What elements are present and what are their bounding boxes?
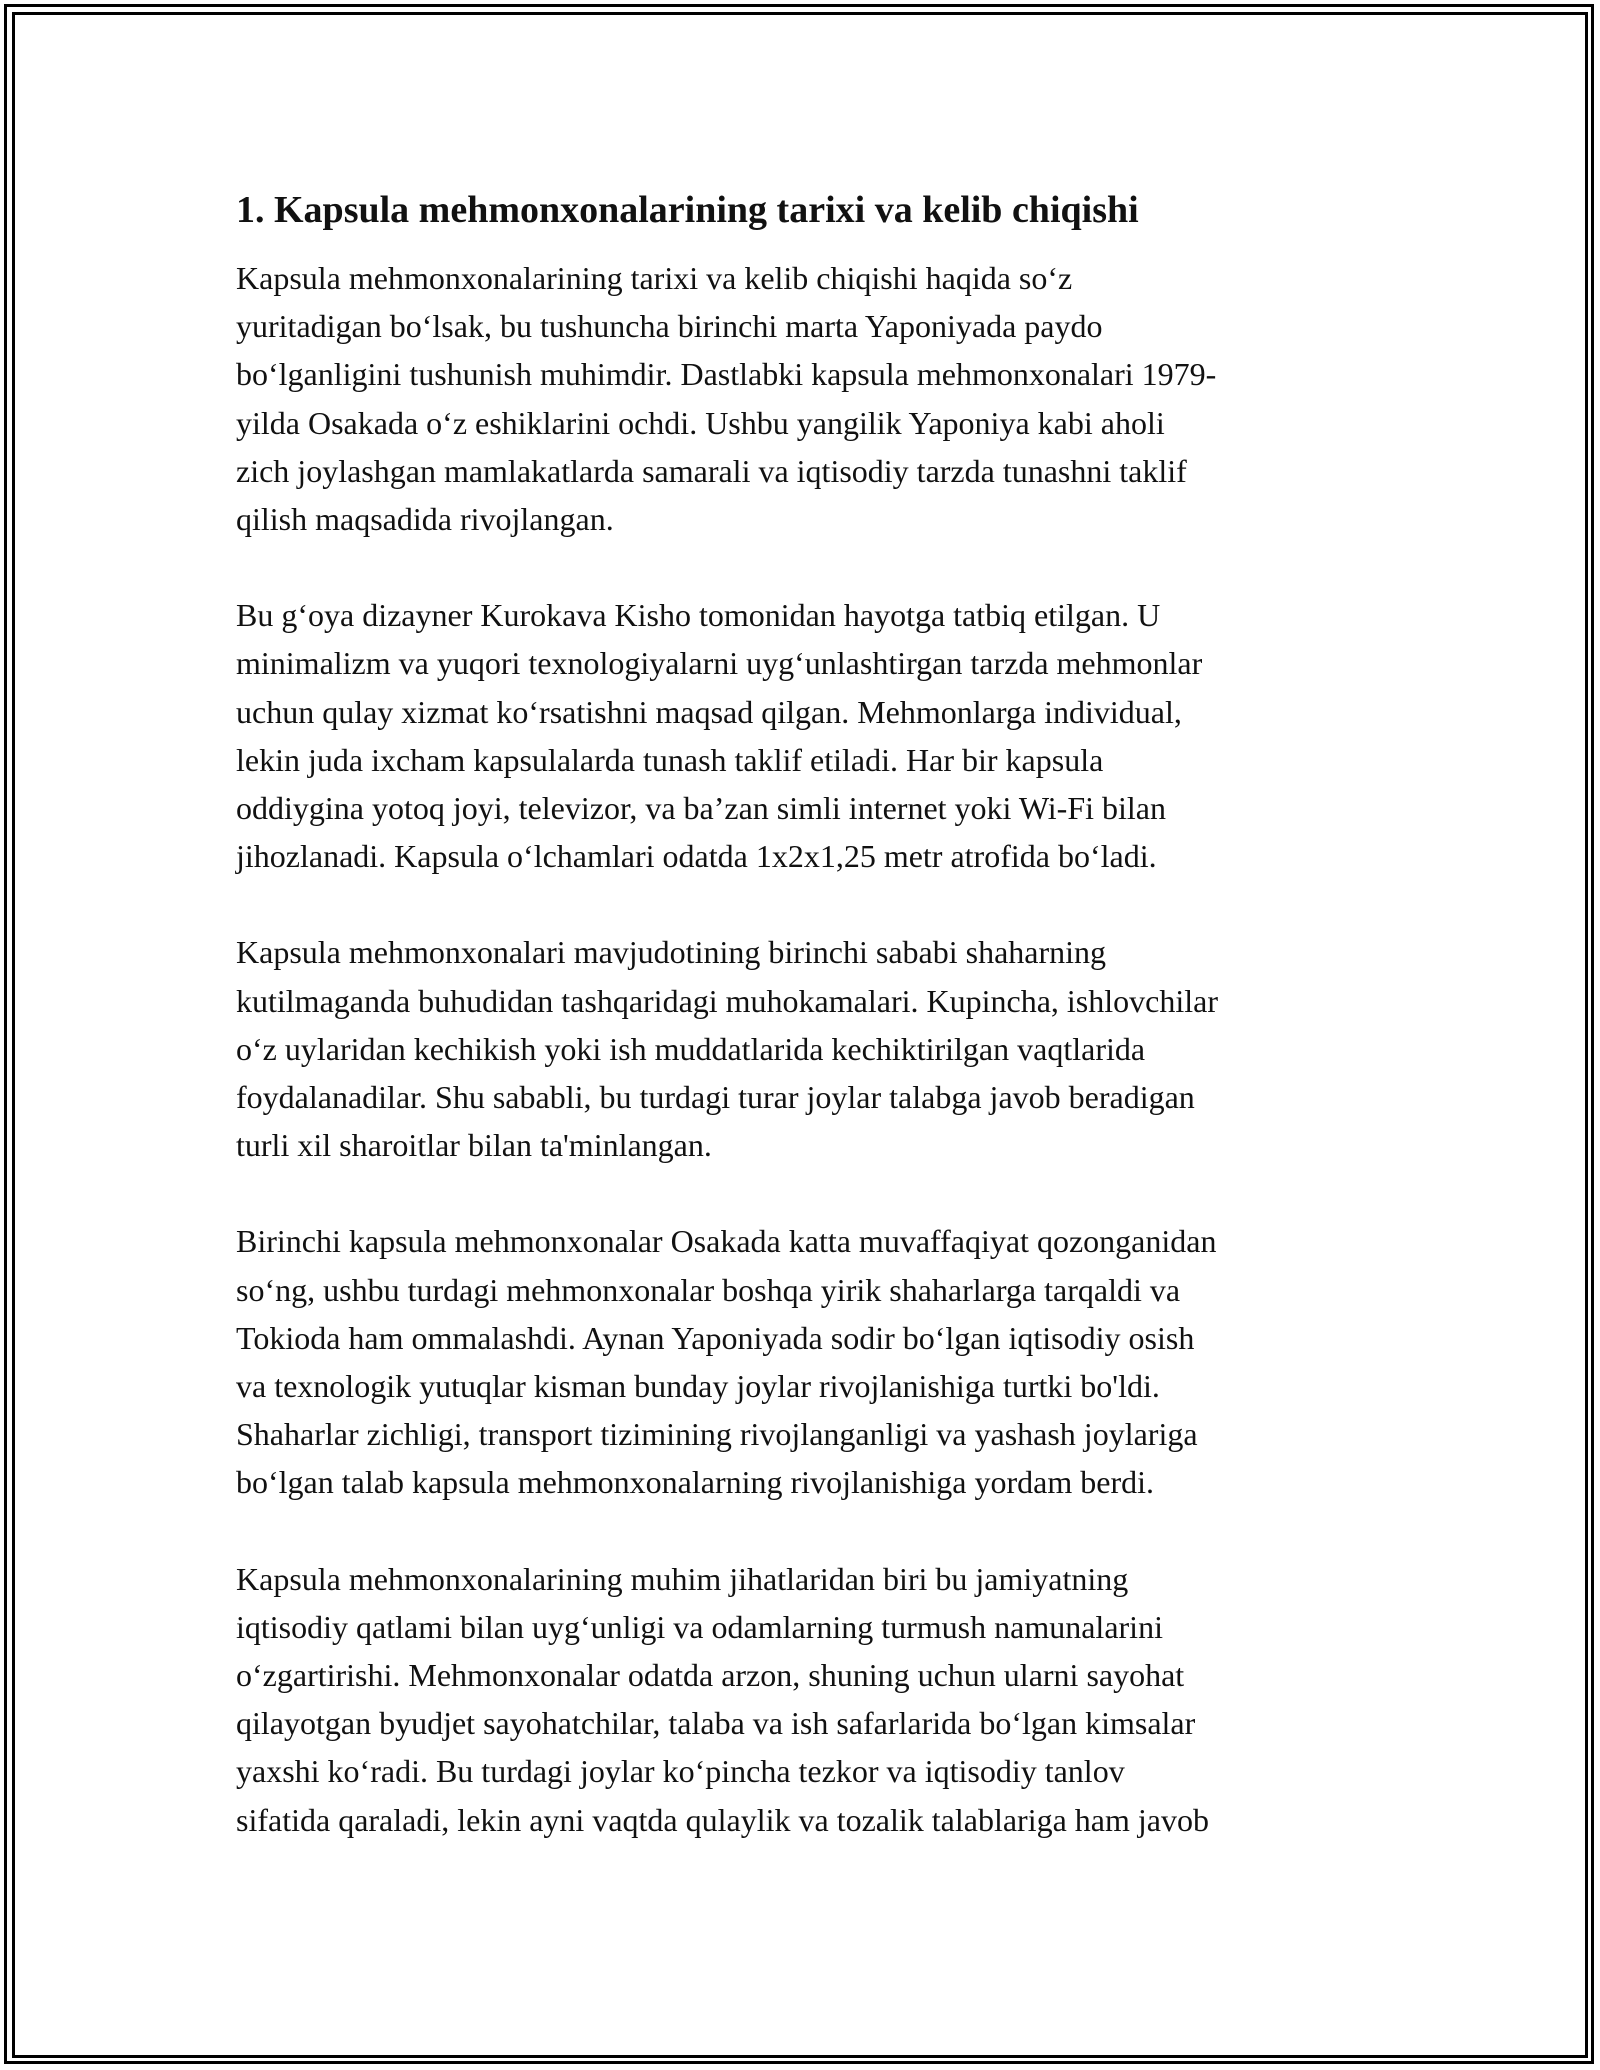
paragraph-1: Kapsula mehmonxonalarining tarixi va kelib chiqishi haqida so‘z yuritadigan bo‘lsak, bu tushuncha birinchi marta Yaponiyada paydo bo‘lganligini tushunish muhimdir. Dastlabki kapsula mehmonxonalari 1979- yilda Osakada o‘z eshiklarini ochdi. Ushbu yangilik Yaponiya kabi aholi zich joylashgan mamlakatlarda samarali va iqtisodiy tarzda tunashni taklif qilish maqsadida rivojlangan. xyxy=(236,260,1217,538)
paragraph-2: Bu g‘oya dizayner Kurokava Kisho tomonidan hayotga tatbiq etilgan. U minimalizm va yuqori texnologiyalarni uyg‘unlashtirgan tarzda mehmonlar uchun qulay xizmat ko‘rsatishni maqsad qilgan. Mehmonlarga individual, lekin juda ixcham kapsulalarda tunash taklif etiladi. Har bir kapsula oddiygina yotoq joyi, televizor, va ba’zan simli internet yoki Wi-Fi bilan jihozlanadi. Kapsula o‘lchamlari odatda 1x2x1,25 metr atrofida bo‘ladi. xyxy=(236,597,1203,875)
paragraph-5: Kapsula mehmonxonalarining muhim jihatlaridan biri bu jamiyatning iqtisodiy qatlami bilan uyg‘unligi va odamlarning turmush namunalarini o‘zgartirishi. Mehmonxonalar odatda arzon, shuning uchun ularni sayohat qilayotgan byudjet sayohatchilar, talaba va ish safarlarida bo‘lgan kimsalar yaxshi ko‘radi. Bu turdagi joylar ko‘pincha tezkor va iqtisodiy tanlov sifatida qaraladi, lekin ayni vaqtda qulaylik va tozalik talablariga ham javob xyxy=(236,1560,1209,1838)
section-heading: 1. Kapsula mehmonxonalarining tarixi va kelib chiqishi xyxy=(236,189,1139,231)
paragraph-4: Birinchi kapsula mehmonxonalar Osakada katta muvaffaqiyat qozonganidan so‘ng, ushbu turdagi mehmonxonalar boshqa yirik shaharlarga tarqaldi va Tokioda ham ommalashdi. Aynan Yaponiyada sodir bo‘lgan iqtisodiy osish va texnologik yutuqlar kisman bunday joylar rivojlanishiga turtki bo'ldi. Shaharlar zichligi, transport tizimining rivojlanganligi va yashash joylariga bo‘lgan talab kapsula mehmonxonalarning rivojlanishiga yordam berdi. xyxy=(236,1223,1217,1501)
document-body xyxy=(236,186,1376,1892)
paragraph-3: Kapsula mehmonxonalari mavjudotining birinchi sababi shaharning kutilmaganda buhudidan tashqaridagi muhokamalari. Kupincha, ishlovchilar o‘z uylaridan kechikish yoki ish muddatlarida kechiktirilgan vaqtlarida foydalanadilar. Shu sababli, bu turdagi turar joylar talabga javob beradigan turli xil sharoitlar bilan ta'minlangan. xyxy=(236,934,1218,1164)
